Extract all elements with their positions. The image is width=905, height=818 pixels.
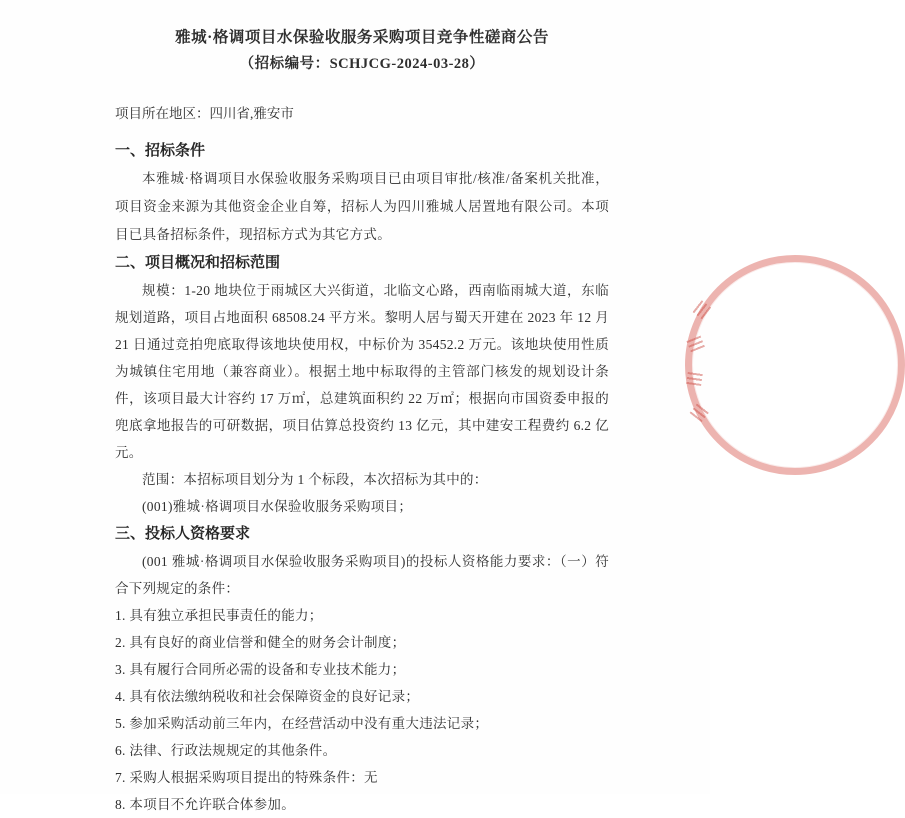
section-1-heading: 一、招标条件	[115, 142, 206, 159]
section-3-paragraph-intro: (001 雅城·格调项目水保验收服务采购项目)的投标人资格能力要求：（一）符合下列规定的条件：	[115, 554, 609, 596]
section-2-paragraph-lot: (001)雅城·格调项目水保验收服务采购项目；	[142, 499, 413, 514]
document-content	[115, 24, 609, 818]
qualification-item-6: 6. 法律、行政法规规定的其他条件。	[115, 743, 337, 758]
tender-number-line: （招标编号：SCHJCG-2024-03-28）	[239, 56, 485, 72]
red-seal-stamp-arc	[685, 255, 905, 475]
section-2-paragraph-scope: 范围：本招标项目划分为 1 个标段，本次招标为其中的：	[142, 472, 488, 487]
qualification-item-3: 3. 具有履行合同所必需的设备和专业技术能力；	[115, 662, 406, 677]
section-3-heading: 三、投标人资格要求	[115, 525, 251, 542]
seal-glyph-mark	[686, 371, 703, 386]
qualification-item-2: 2. 具有良好的商业信誉和健全的财务会计制度；	[115, 635, 406, 650]
qualification-item-4: 4. 具有依法缴纳税收和社会保障资金的良好记录；	[115, 689, 420, 704]
page-title: 雅城·格调项目水保验收服务采购项目竞争性磋商公告	[175, 29, 549, 46]
qualification-item-5: 5. 参加采购活动前三年内，在经营活动中没有重大违法记录；	[115, 716, 489, 731]
project-location-line: 项目所在地区：四川省,雅安市	[115, 106, 294, 121]
qualification-item-1: 1. 具有独立承担民事责任的能力；	[115, 608, 323, 623]
section-2-heading: 二、项目概况和招标范围	[115, 254, 281, 271]
section-1-paragraph: 本雅城·格调项目水保验收服务采购项目已由项目审批/核准/备案机关批准，项目资金来源为其他资金企业自筹，招标人为四川雅城人居置地有限公司。本项目已具备招标条件，现招标方式为其它方式。	[115, 171, 609, 242]
qualification-item-7: 7. 采购人根据采购项目提出的特殊条件：无	[115, 770, 378, 785]
qualification-item-8: 8. 本项目不允许联合体参加。	[115, 797, 295, 812]
section-2-paragraph-scale: 规模：1-20 地块位于雨城区大兴街道，北临文心路，西南临雨城大道，东临规划道路，项目占地面积 68508.24 平方米。黎明人居与蜀天开建在 2023 年 12 月 21 日通过竞拍兜底取得该地块使用权，中标价为 35452.2 万元。该地块使用性质为城镇住宅用地（兼容商业）。根据土地中标取得的主管部门核发的规划设计条件，该项目最大计容约 17 万㎡，总建筑面积约 22 万㎡；根据向市国资委申报的兜底拿地报告的可研数据，项目估算总投资约 13 亿元，其中建安工程费约 6.2 亿元。	[115, 283, 609, 460]
